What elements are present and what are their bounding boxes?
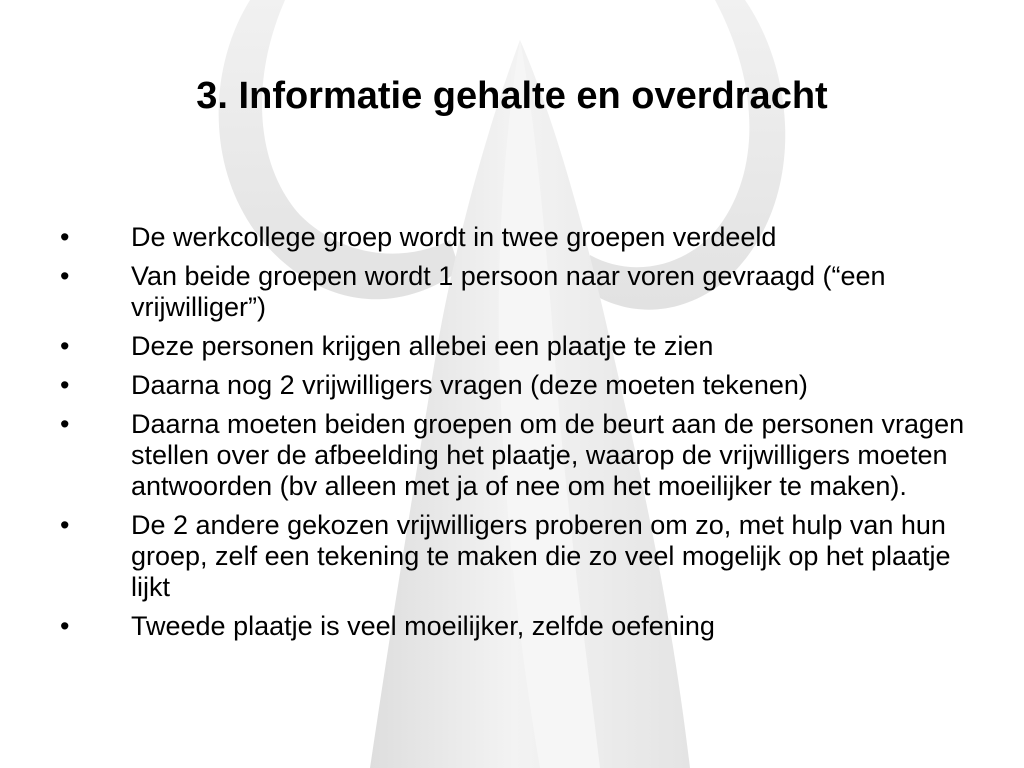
bullet-icon: •	[60, 222, 70, 252]
bullet-text: Van beide groepen wordt 1 persoon naar voren gevraagd (“een vrijwilliger”)	[131, 261, 886, 322]
bullet-icon: •	[60, 510, 70, 540]
list-item	[0, 261, 1024, 323]
list-item	[0, 510, 1024, 603]
list-item	[0, 370, 1024, 401]
list-item	[0, 331, 1024, 362]
bullet-text: Tweede plaatje is veel moeilijker, zelfde oefening	[131, 611, 715, 641]
list-item	[0, 611, 1024, 642]
list-item	[0, 222, 1024, 253]
bullet-icon: •	[60, 370, 70, 400]
bullet-icon: •	[60, 331, 70, 361]
bullet-icon: •	[60, 611, 70, 641]
bullet-text: Deze personen krijgen allebei een plaatje te zien	[131, 331, 714, 361]
bullet-text: Daarna nog 2 vrijwilligers vragen (deze moeten tekenen)	[131, 370, 808, 400]
bullet-icon: •	[60, 261, 70, 291]
bullet-text: De werkcollege groep wordt in twee groepen verdeeld	[131, 222, 777, 252]
bullet-list	[0, 222, 1024, 650]
bullet-icon: •	[60, 409, 70, 439]
bullet-text: De 2 andere gekozen vrijwilligers proberen om zo, met hulp van hun groep, zelf een tekening te maken die zo veel mogelijk op het plaatje lijkt	[131, 510, 951, 602]
list-item	[0, 409, 1024, 502]
bullet-text: Daarna moeten beiden groepen om de beurt aan de personen vragen stellen over de afbeelding het plaatje, waarop de vrijwilligers moeten antwoorden (bv alleen met ja of nee om het moeilijker te maken).	[131, 409, 965, 501]
slide-title: 3. Informatie gehalte en overdracht	[196, 75, 828, 117]
